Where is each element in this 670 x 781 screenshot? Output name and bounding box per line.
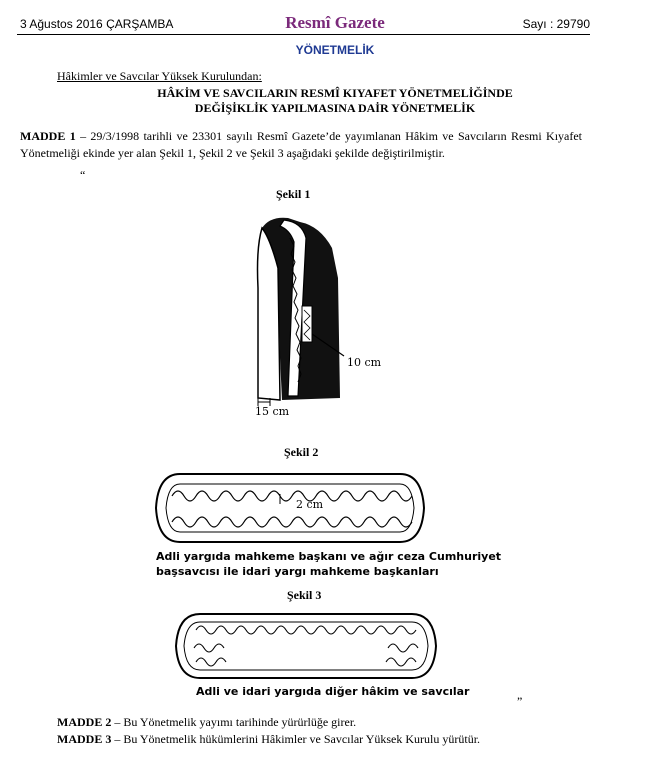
gazette-title: Resmî Gazete [285, 13, 385, 32]
figure-2-note [156, 549, 501, 579]
robe-drawing [240, 208, 390, 418]
article-1-text: – 29/3/1998 tarihli ve 23301 sayılı Resmî Gazete’de yayımlanan Hâkim ve Savcıların Resmi Kıyafet Yönetmeliği ekinde yer alan Şekil 1, Şekil 2 ve Şekil 3 aşağıdaki şekilde değiştirilmiştir. [20, 129, 583, 160]
regulation-title [0, 86, 670, 116]
band-wide-drawing [152, 468, 428, 546]
figure-1-caption: Şekil 1 [276, 187, 311, 201]
header-date: 3 Ağustos 2016 ÇARŞAMBA [20, 17, 174, 31]
quote-open: “ [80, 168, 86, 182]
regulation-title-line2: DEĞİŞİKLİK YAPILMASINA DAİR YÖNETMELİK [194, 101, 476, 115]
regulation-title-line1: HÂKİM VE SAVCILARIN RESMÎ KIYAFET YÖNETMELİĞİNDE [157, 86, 513, 100]
figure-2-note-line2: başsavcısı ile idari yargı mahkeme başkanları [156, 565, 439, 578]
issue-number: Sayı : 29790 [522, 17, 590, 31]
article-1 [20, 128, 582, 162]
article-3-label: MADDE 3 [57, 732, 112, 746]
article-2-label: MADDE 2 [57, 715, 112, 729]
figure-2-note-line1: Adli yargıda mahkeme başkanı ve ağır ceza Cumhuriyet [156, 550, 502, 563]
section-heading: YÖNETMELİK [295, 43, 375, 57]
article-3-text: – Bu Yönetmelik hükümlerini Hâkimler ve Savcılar Yüksek Kurulu yürütür. [111, 732, 481, 746]
figure-3-note: Adli ve idari yargıda diğer hâkim ve savcılar [196, 685, 470, 698]
quote-close: ” [517, 694, 523, 708]
collar-measure-label: 15 cm [255, 405, 290, 418]
band-width-label: 2 cm [296, 498, 324, 511]
figure-3-caption: Şekil 3 [287, 588, 322, 602]
figure-2-caption: Şekil 2 [284, 445, 319, 459]
article-2 [57, 714, 356, 731]
pocket-measure-label: 10 cm [347, 356, 382, 369]
issuing-authority: Hâkimler ve Savcılar Yüksek Kurulundan: [57, 69, 262, 83]
article-1-label: MADDE 1 [20, 129, 76, 143]
article-2-text: – Bu Yönetmelik yayımı tarihinde yürürlüğe girer. [111, 715, 357, 729]
band-narrow-drawing [174, 608, 438, 682]
article-3 [57, 731, 480, 748]
header-rule [17, 34, 590, 35]
